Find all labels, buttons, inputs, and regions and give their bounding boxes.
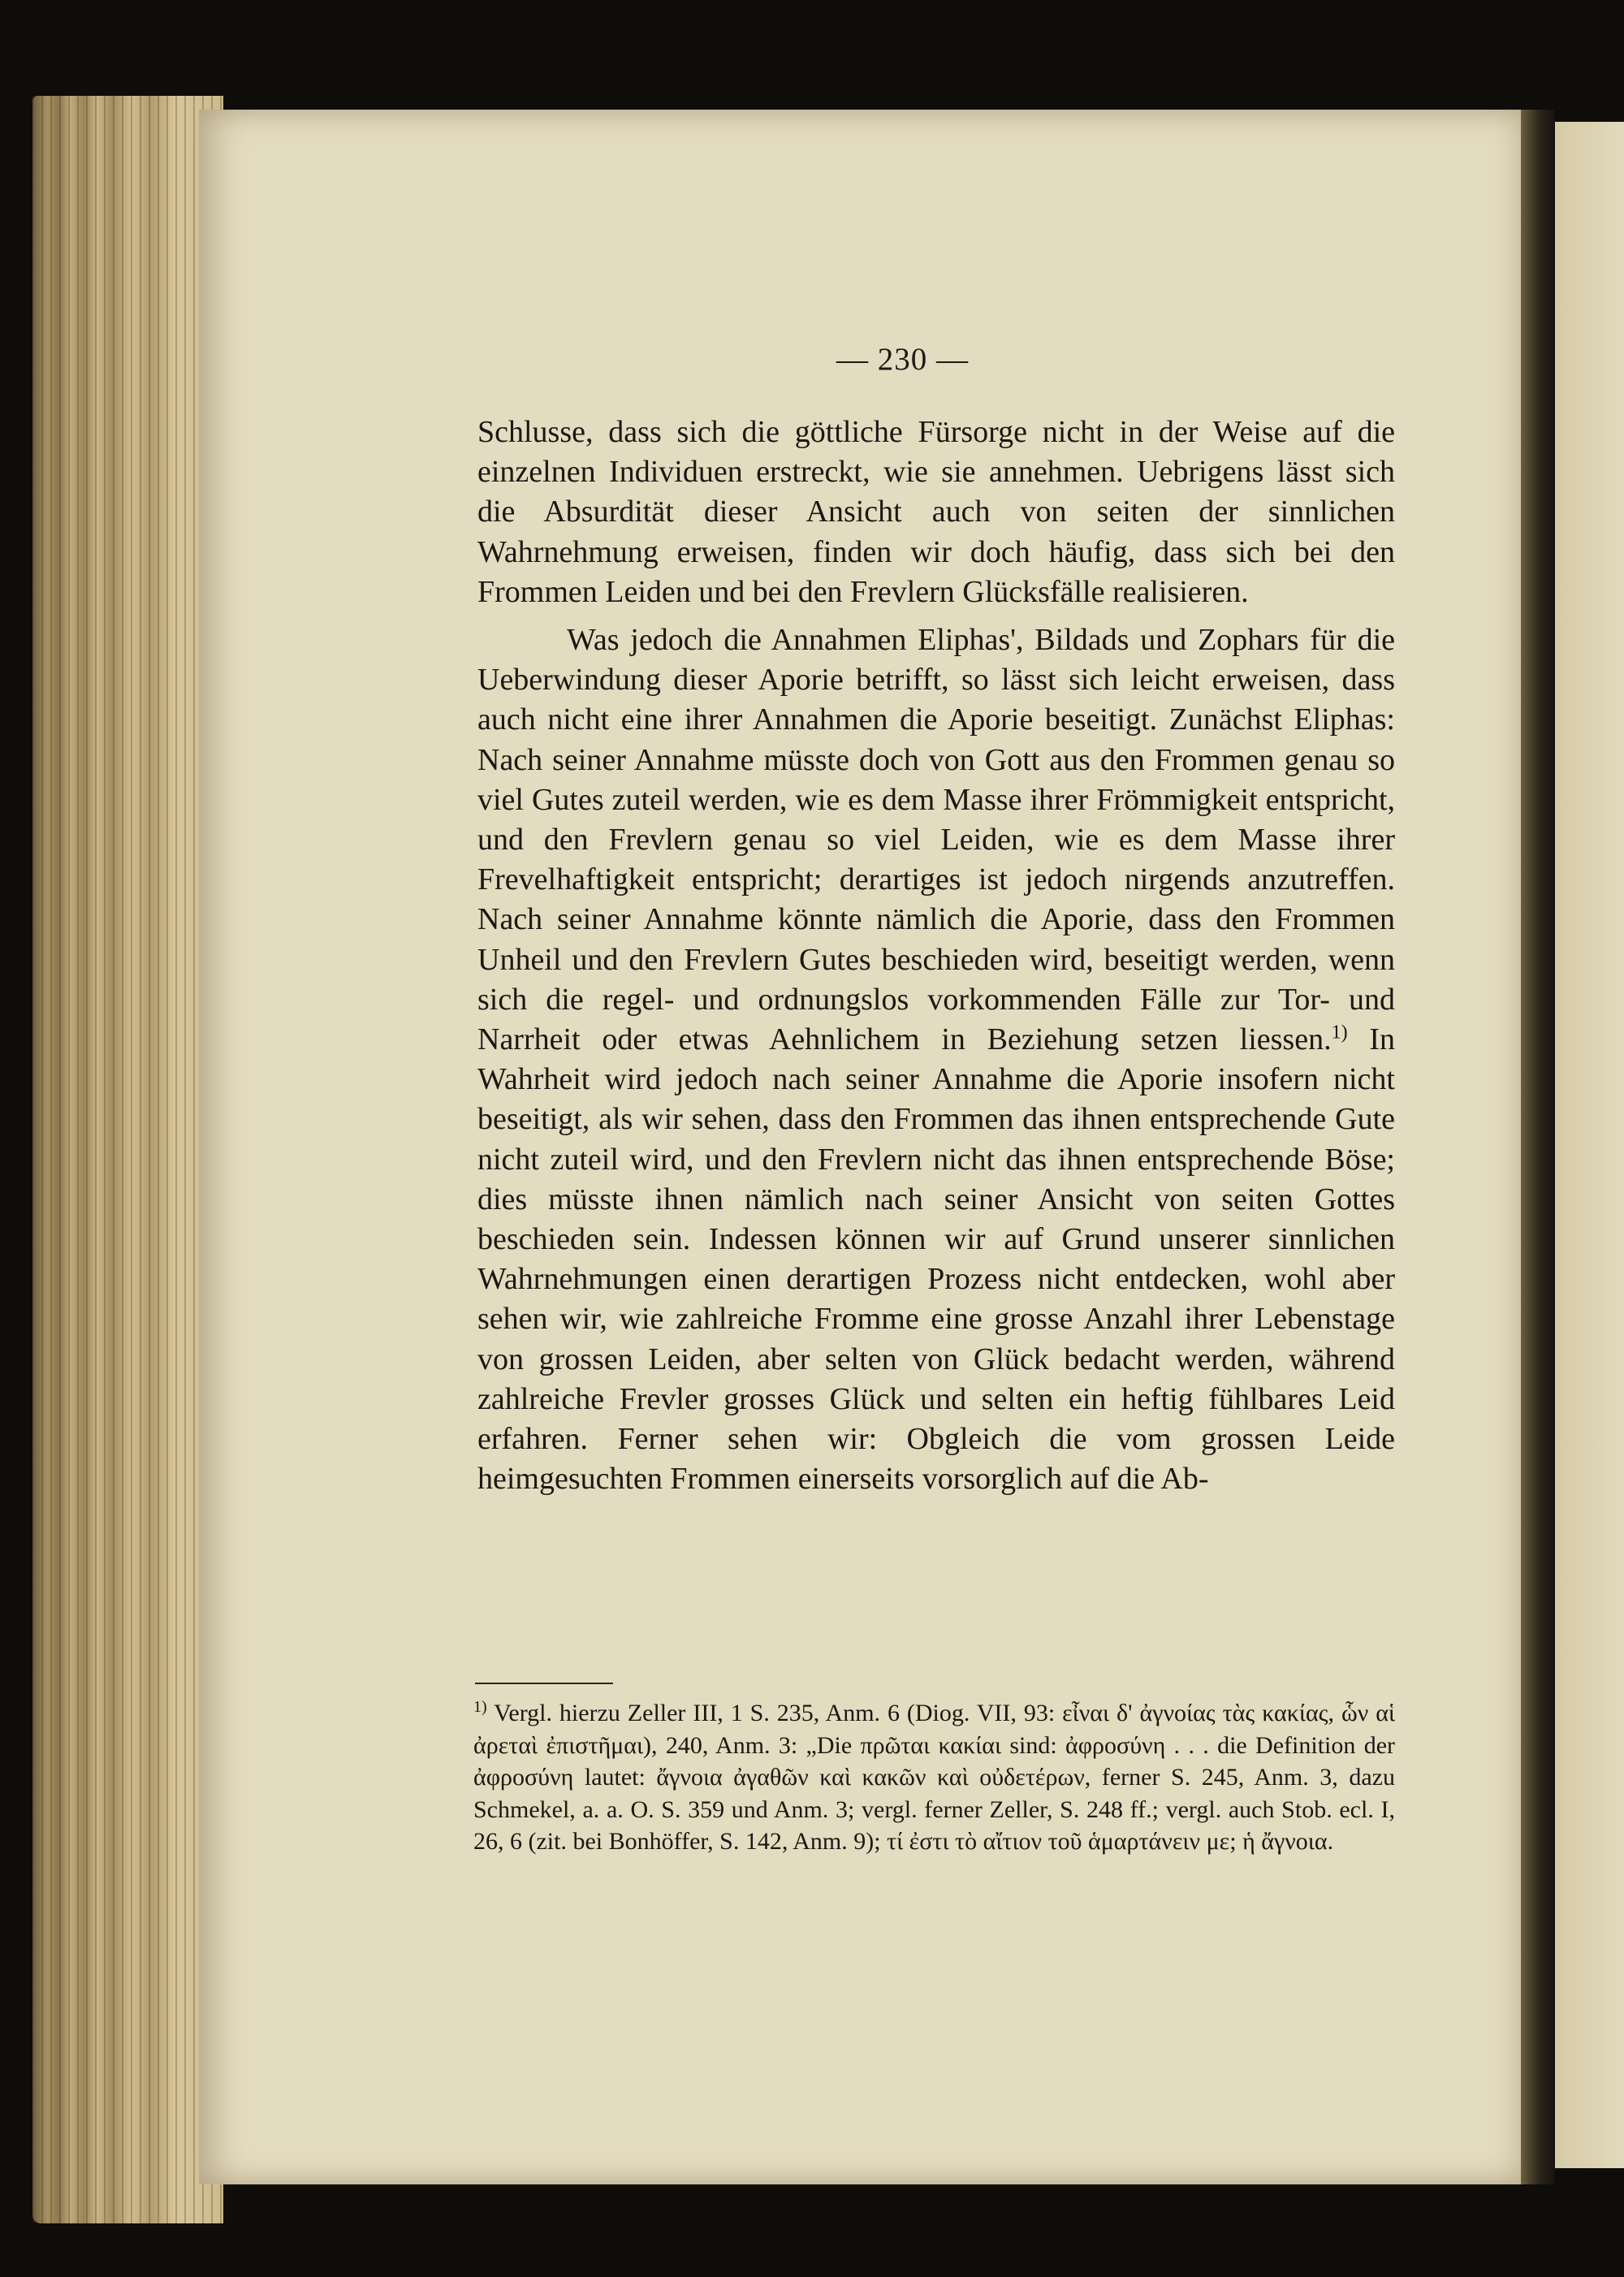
paragraph-1: Schlusse, dass sich die göttliche Fürsorge nicht in der Weise auf die einzelnen Individuen erstreckt, wie sie annehmen. Uebrigens lässt sich die Absurdität dieser Ansicht auch von seiten der sinnlichen Wahrnehmung erweisen, finden wir doch häufig, dass sich bei den Frommen Leiden und bei den Frevlern Glücksfälle realisieren. (477, 415, 1395, 609)
footnote (473, 1697, 1395, 1858)
paragraph-2-continuation: In Wahrheit wird jedoch nach seiner Annahme die Aporie insofern nicht beseitigt, als wir sehen, dass den Frommen das ihnen entsprechende Gute nicht zuteil wird, und den Frevlern nicht das ihnen entsprechende Böse; dies müsste ihnen nämlich nach seiner Ansicht von seiten Gottes beschieden sein. Indessen können wir auf Grund unserer sinnlichen Wahrnehmungen einen derartigen Prozess nicht entdecken, wohl aber sehen wir, wie zahlreiche Fromme eine grosse Anzahl ihrer Lebenstage von grossen Leiden, aber selten von Glück bedacht werden, während zahlreiche Frevler grosses Glück und selten ein heftig fühlbares Leid erfahren. Ferner sehen wir: Obgleich die vom grossen Leide heimgesuchten Frommen einerseits vorsorglich auf die Ab- (477, 1022, 1396, 1497)
footnote-marker: 1) (473, 1698, 487, 1716)
paragraph-2-text: Was jedoch die Annahmen Eliphas', Bildads und Zophars für die Ueberwindung dieser Aporie betrifft, so lässt sich leicht erweisen, dass auch nicht eine ihrer Annahmen die Aporie beseitigt. Zunächst Eliphas: Nach seiner Annahme müsste doch von Gott aus den Frommen genau so viel Gutes zuteil werden, wie es dem Masse ihrer Frömmigkeit entspricht, und den Frevlern genau so viel Leiden, wie es dem Masse ihrer Frevelhaftigkeit entspricht; derartiges ist jedoch nirgends anzutreffen. Nach seiner Annahme könnte nämlich die Aporie, dass den Frommen Unheil und den Frevlern Gutes beschieden wird, beseitigt werden, wenn sich die regel- und ordnungslos vorkommenden Fälle zur Tor- und Narrheit oder etwas Aehnlichem in Beziehung setzen liessen. (477, 623, 1395, 1057)
footnote-reference: 1) (1331, 1022, 1348, 1043)
book-page-stack (32, 96, 223, 2223)
book-gutter (1521, 110, 1555, 2184)
page-number: — 230 — (836, 342, 969, 377)
main-text (477, 413, 1395, 1499)
footnote-text: Vergl. hierzu Zeller III, 1 S. 235, Anm. 6 (Diog. VII, 93: εἶναι δ' ἀγνοίας τὰς κακίας, ὧν αἱ ἀρεταὶ ἐπιστῆμαι), 240, Anm. 3: „Die πρῶται κακίαι sind: ἀφροσύνη . . . die Definition der ἀφροσύνη lautet: ἄγνοια ἀγαθῶν καὶ κακῶν καὶ οὐδετέρων, ferner S. 245, Anm. 3, dazu Schmekel, a. a. O. S. 359 und Anm. 3; vergl. ferner Zeller, S. 248 ff.; vergl. auch Stob. ecl. I, 26, 6 (zit. bei Bonhöffer, S. 142, Anm. 9); τί ἐστι τὸ αἴτιον τοῦ ἁμαρτάνειν με; ἡ ἄγνοια. (473, 1700, 1395, 1855)
facing-page-edge (1555, 122, 1624, 2168)
paragraph-2 (477, 620, 1395, 1499)
footnote-divider (475, 1683, 613, 1684)
